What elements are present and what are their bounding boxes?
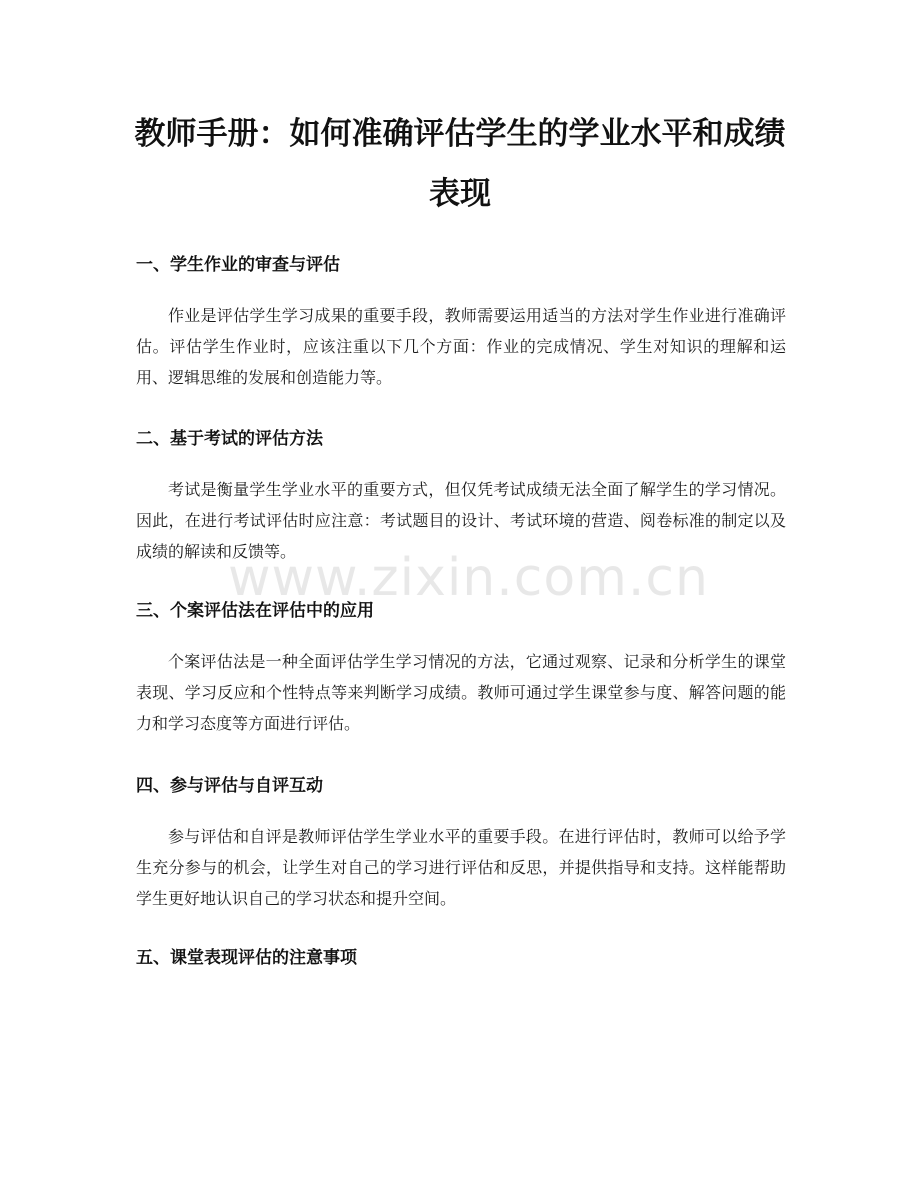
section-classroom-performance [136,947,786,969]
section-paragraph: 个案评估法是一种全面评估学生学习情况的方法，它通过观察、记录和分析学生的课堂表现、学习反应和个性特点等来判断学习成绩。教师可通过学生课堂参与度、解答问题的能力和学习态度等方面进行评估。 [136,652,786,733]
section-heading: 四、参与评估与自评互动 [136,776,323,796]
section-participation-self-assessment [136,775,786,914]
section-heading: 三、个案评估法在评估中的应用 [136,601,374,621]
watermark: www.zixin.com.cn [228,548,709,608]
section-paragraph: 作业是评估学生学习成果的重要手段，教师需要运用适当的方法对学生作业进行准确评估。评估学生作业时，应该注重以下几个方面：作业的完成情况、学生对知识的理解和运用、逻辑思维的发展和创造能力等。 [136,306,786,387]
section-paragraph: 参与评估和自评是教师评估学生学业水平的重要手段。在进行评估时，教师可以给予学生充分参与的机会，让学生对自己的学习进行评估和反思，并提供指导和支持。这样能帮助学生更好地认识自己的学习状态和提升空间。 [136,827,786,908]
document-title: 教师手册：如何准确评估学生的学业水平和成绩表现 [134,116,786,212]
section-heading: 一、学生作业的审查与评估 [136,255,340,275]
section-paragraph: 考试是衡量学生学业水平的重要方式，但仅凭考试成绩无法全面了解学生的学习情况。因此，在进行考试评估时应注意：考试题目的设计、考试环境的营造、阅卷标准的制定以及成绩的解读和反馈等。 [136,480,786,561]
section-heading: 五、课堂表现评估的注意事项 [136,948,357,968]
section-exam-assessment [136,428,786,567]
section-homework-review [136,254,786,393]
section-case-assessment [136,600,786,739]
section-heading: 二、基于考试的评估方法 [136,429,323,449]
